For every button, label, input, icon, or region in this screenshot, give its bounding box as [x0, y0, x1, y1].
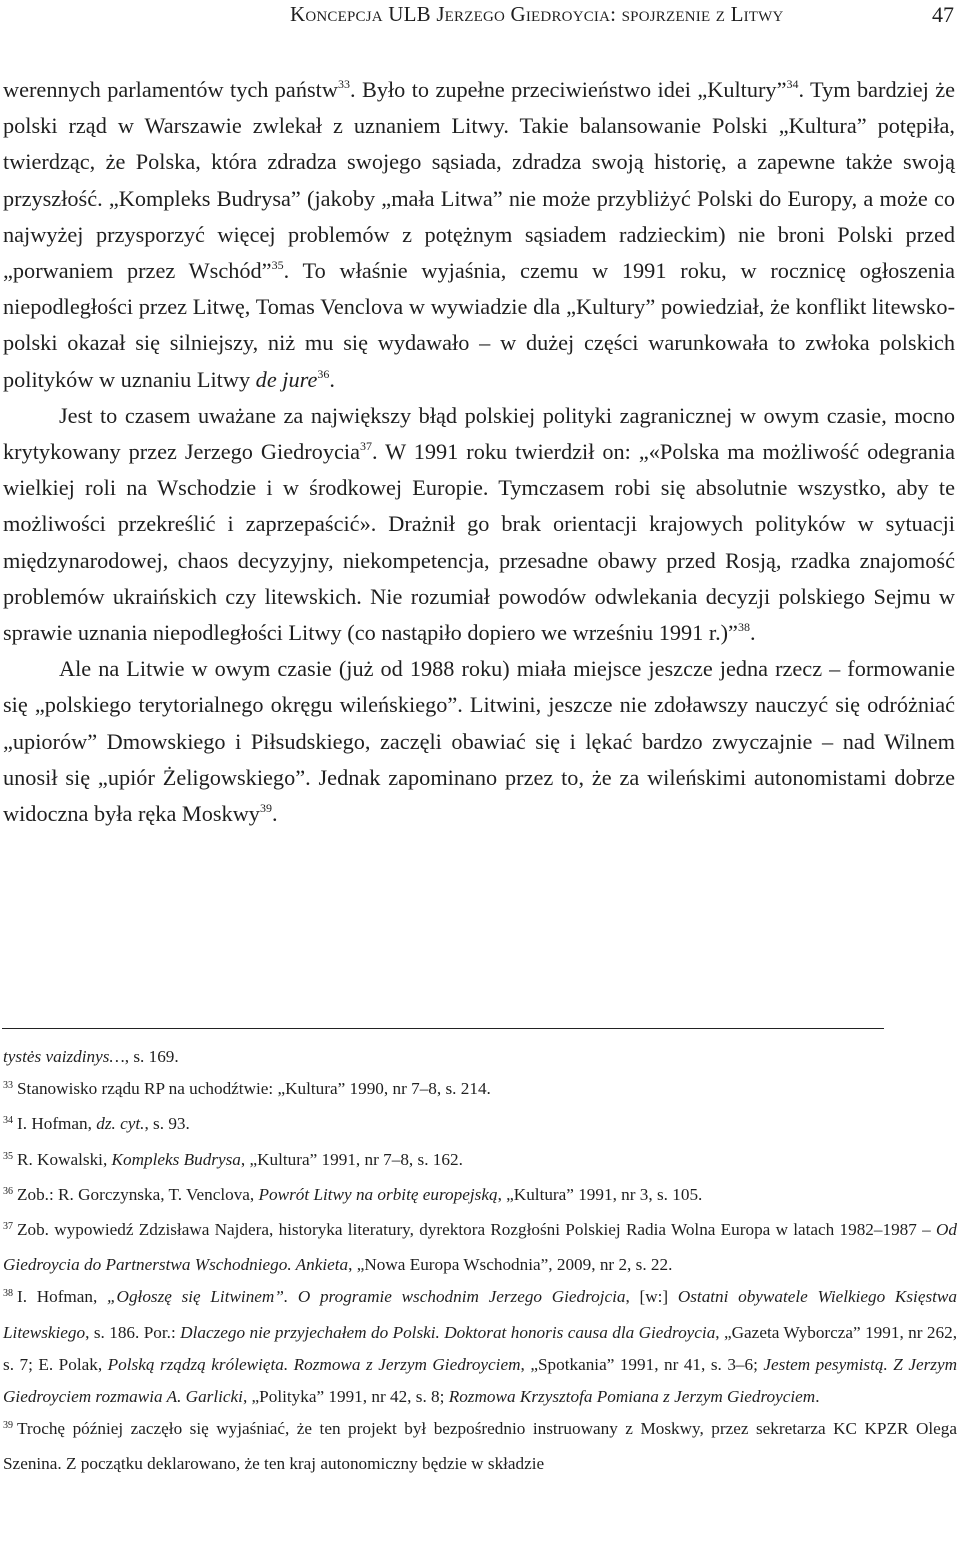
italic-run: Jestem pesymistą. Z Jerzym Giedroyciem rozmawia A. Garlicki — [3, 1354, 957, 1407]
footnote-number: 33 — [3, 1080, 13, 1092]
footnote-33 — [3, 1073, 957, 1108]
footnote-ref-35[interactable]: 35 — [271, 258, 284, 273]
footnote-34 — [3, 1108, 957, 1143]
italic-run: de jure — [255, 366, 318, 392]
footnote-35 — [3, 1144, 957, 1179]
running-head — [0, 2, 960, 32]
text-run: , „Nowa Europa Wschodnia”, 2009, nr 2, s. 22. — [348, 1255, 673, 1275]
text-run: , „Polityka” 1991, nr 42, s. 8; — [242, 1387, 449, 1407]
italic-run: Powrót Litwy na orbitę europejską — [258, 1184, 498, 1204]
footnote-37 — [3, 1214, 957, 1281]
italic-run: tystės vaizdinys… — [3, 1047, 125, 1066]
footnote-36 — [3, 1179, 957, 1214]
text-run: , s. 186. Por.: — [85, 1322, 181, 1342]
text-run: I. Hofman, — [17, 1114, 97, 1134]
text-run: Stanowisko rządu RP na uchodźtwie: „Kultura” 1990, nr 7–8, s. 214. — [17, 1079, 491, 1099]
footnote-number: 35 — [3, 1150, 13, 1162]
footnote-number: 39 — [3, 1420, 13, 1432]
text-run: Ale na Litwie w owym czasie (już od 1988 roku) miała miejsce jeszcze jedna rzecz – formowanie się „polskiego terytorialnego okręgu wileńskiego”. Litwini, jeszcze nie zdoławszy nauczyć się odróżniać „upiorów” Dmowskiego i Piłsudskiego, zaczęli obawiać się i lękać bardzo zwyczajnie – nad Wilnem unosił się „upiór Żeligowskiego”. Jednak zapominano przez to, że za wileńskimi autonomistami dobrze widoczna była ręka Moskwy — [3, 656, 955, 827]
footnote-ref-38[interactable]: 38 — [737, 620, 750, 635]
footnote-38 — [3, 1281, 957, 1413]
footnote-ref-36[interactable]: 36 — [317, 366, 330, 381]
paragraph-2 — [3, 398, 955, 651]
text-run: . — [271, 801, 278, 827]
text-run: . — [815, 1387, 820, 1407]
footnote-ref-34[interactable]: 34 — [786, 77, 799, 91]
italic-run: Rozmowa Krzysztofa Pomiana z Jerzym Giedroyciem — [448, 1387, 816, 1407]
text-run: I. Hofman, — [17, 1287, 107, 1307]
footnote-continued — [3, 1041, 957, 1073]
body-text — [3, 72, 955, 832]
page-number: 47 — [932, 2, 954, 27]
text-run: . W 1991 roku twierdził on: „«Polska ma możliwość odegrania wielkiej roli na Wschodzie i w środkowej Europie. Tymczasem robi się absolutnie wszystko, aby te możliwości przekreślić i zaprzepaścić». Drażnił go brak orientacji krajowych polityków w sytuacji międzynarodowej, chaos decyzyjny, niekompetencja, przesadne obawy przed Rosją, rzadka znajomość problemów ukraińskich czy litewskich. Nie rozumiał powodów odwlekania decyzji polskiego Sejmu w sprawie uznania niepodległości Litwy (co nastąpiło dopiero we wrześniu 1991 r.)” — [3, 439, 955, 646]
text-run: . — [329, 366, 335, 392]
footnote-ref-37[interactable]: 37 — [359, 439, 372, 454]
text-run: R. Kowalski, — [17, 1149, 112, 1169]
footnote-divider — [2, 1028, 884, 1029]
italic-run: „Ogłoszę się Litwinem”. O programie wschodnim Jerzego Giedrojcia — [106, 1287, 626, 1307]
text-run: , „Kultura” 1991, nr 3, s. 105. — [497, 1184, 703, 1204]
footnotes — [3, 1041, 957, 1481]
text-run: . Tym bardziej że polski rząd w Warszawie zwlekał z uznaniem Litwy. Takie balansowanie Polski „Kultura” potępiła, twierdząc, że Polska, która zdradza swojego sąsiada, zdradza swoją historię, a zapewne także swoją przyszłość. „Kompleks Budrysa” (jakoby „mała Litwa” nie może przybliżyć Polski do Europy, a może co najwyżej przysporzyć więcej problemów z potężnym sąsiadem radzieckim) nie broni Polski przed „porwaniem przez Wschód” — [3, 77, 955, 284]
text-run: Jest to czasem uważane za największy błąd polskiej polityki zagranicznej w owym czasie, mocno krytykowany przez Jerzego Giedroycia — [3, 402, 955, 465]
paragraph-3 — [3, 651, 955, 832]
text-run: , „Spotkania” 1991, nr 41, s. 3–6; — [520, 1354, 764, 1374]
text-run: . — [749, 620, 756, 646]
paragraph-1 — [3, 72, 955, 398]
footnote-ref-33[interactable]: 33 — [337, 77, 350, 91]
footnote-ref-39[interactable]: 39 — [259, 801, 272, 816]
italic-run: dz. cyt. — [96, 1114, 145, 1134]
text-run: . Było to zupełne przeciwieństwo idei „Kultury” — [349, 77, 787, 102]
italic-run: Dlaczego nie przyjechałem do Polski. Doktorat honoris causa dla Giedroycia — [180, 1322, 716, 1342]
italic-run: Ostatni obywatele Wielkiego Księstwa Litewskiego — [3, 1287, 957, 1342]
footnote-number: 34 — [3, 1115, 13, 1127]
text-run: . To właśnie wyjaśnia, czemu w 1991 roku, w rocznicę ogłoszenia niepodległości przez Litwę, Tomas Venclova w wywiadzie dla „Kultury” powiedział, że konflikt litewsko-polski okazał się silniejszy, niż mu się wydawało – w dużej części warunkowała to zwłoka polskich polityków w uznaniu Litwy — [3, 258, 956, 392]
running-title: Koncepcja ULB Jerzego Giedroycia: spojrzenie z Litwy — [290, 2, 784, 26]
text-run: , s. 93. — [144, 1114, 190, 1134]
footnote-number: 38 — [3, 1288, 13, 1300]
text-run: Zob.: R. Gorczynska, T. Venclova, — [17, 1184, 259, 1204]
text-run: , „Gazeta Wyborcza” 1991, nr 262, s. 7; E. Polak, — [3, 1322, 957, 1374]
text-run: , s. 169. — [124, 1047, 179, 1066]
text-run: , [w:] — [625, 1287, 678, 1307]
text-run: Zob. wypowiedź Zdzisława Najdera, historyka literatury, dyrektora Rozgłośni Polskiej Radia Wolna Europa w latach 1982–1987 – — [17, 1220, 936, 1240]
footnote-39 — [3, 1413, 957, 1480]
italic-run: Polską rządzą królewięta. Rozmowa z Jerzym Giedroyciem — [107, 1354, 521, 1374]
footnote-number: 37 — [3, 1221, 13, 1233]
text-run: werennych parlamentów tych państw — [3, 77, 338, 102]
italic-run: Kompleks Budrysa — [111, 1149, 241, 1169]
italic-run: Od Giedroycia do Partnerstwa Wschodniego. Ankieta — [3, 1220, 957, 1275]
footnote-number: 36 — [3, 1185, 13, 1197]
text-run: , „Kultura” 1991, nr 7–8, s. 162. — [240, 1149, 463, 1169]
text-run: Trochę później zaczęło się wyjaśniać, że ten projekt był bezpośrednio instruowany z Moskwy, przez sekretarza KC KPZR Olega Szenina. Z początku deklarowano, że ten kraj autonomiczny będzie w składzie — [3, 1419, 957, 1474]
